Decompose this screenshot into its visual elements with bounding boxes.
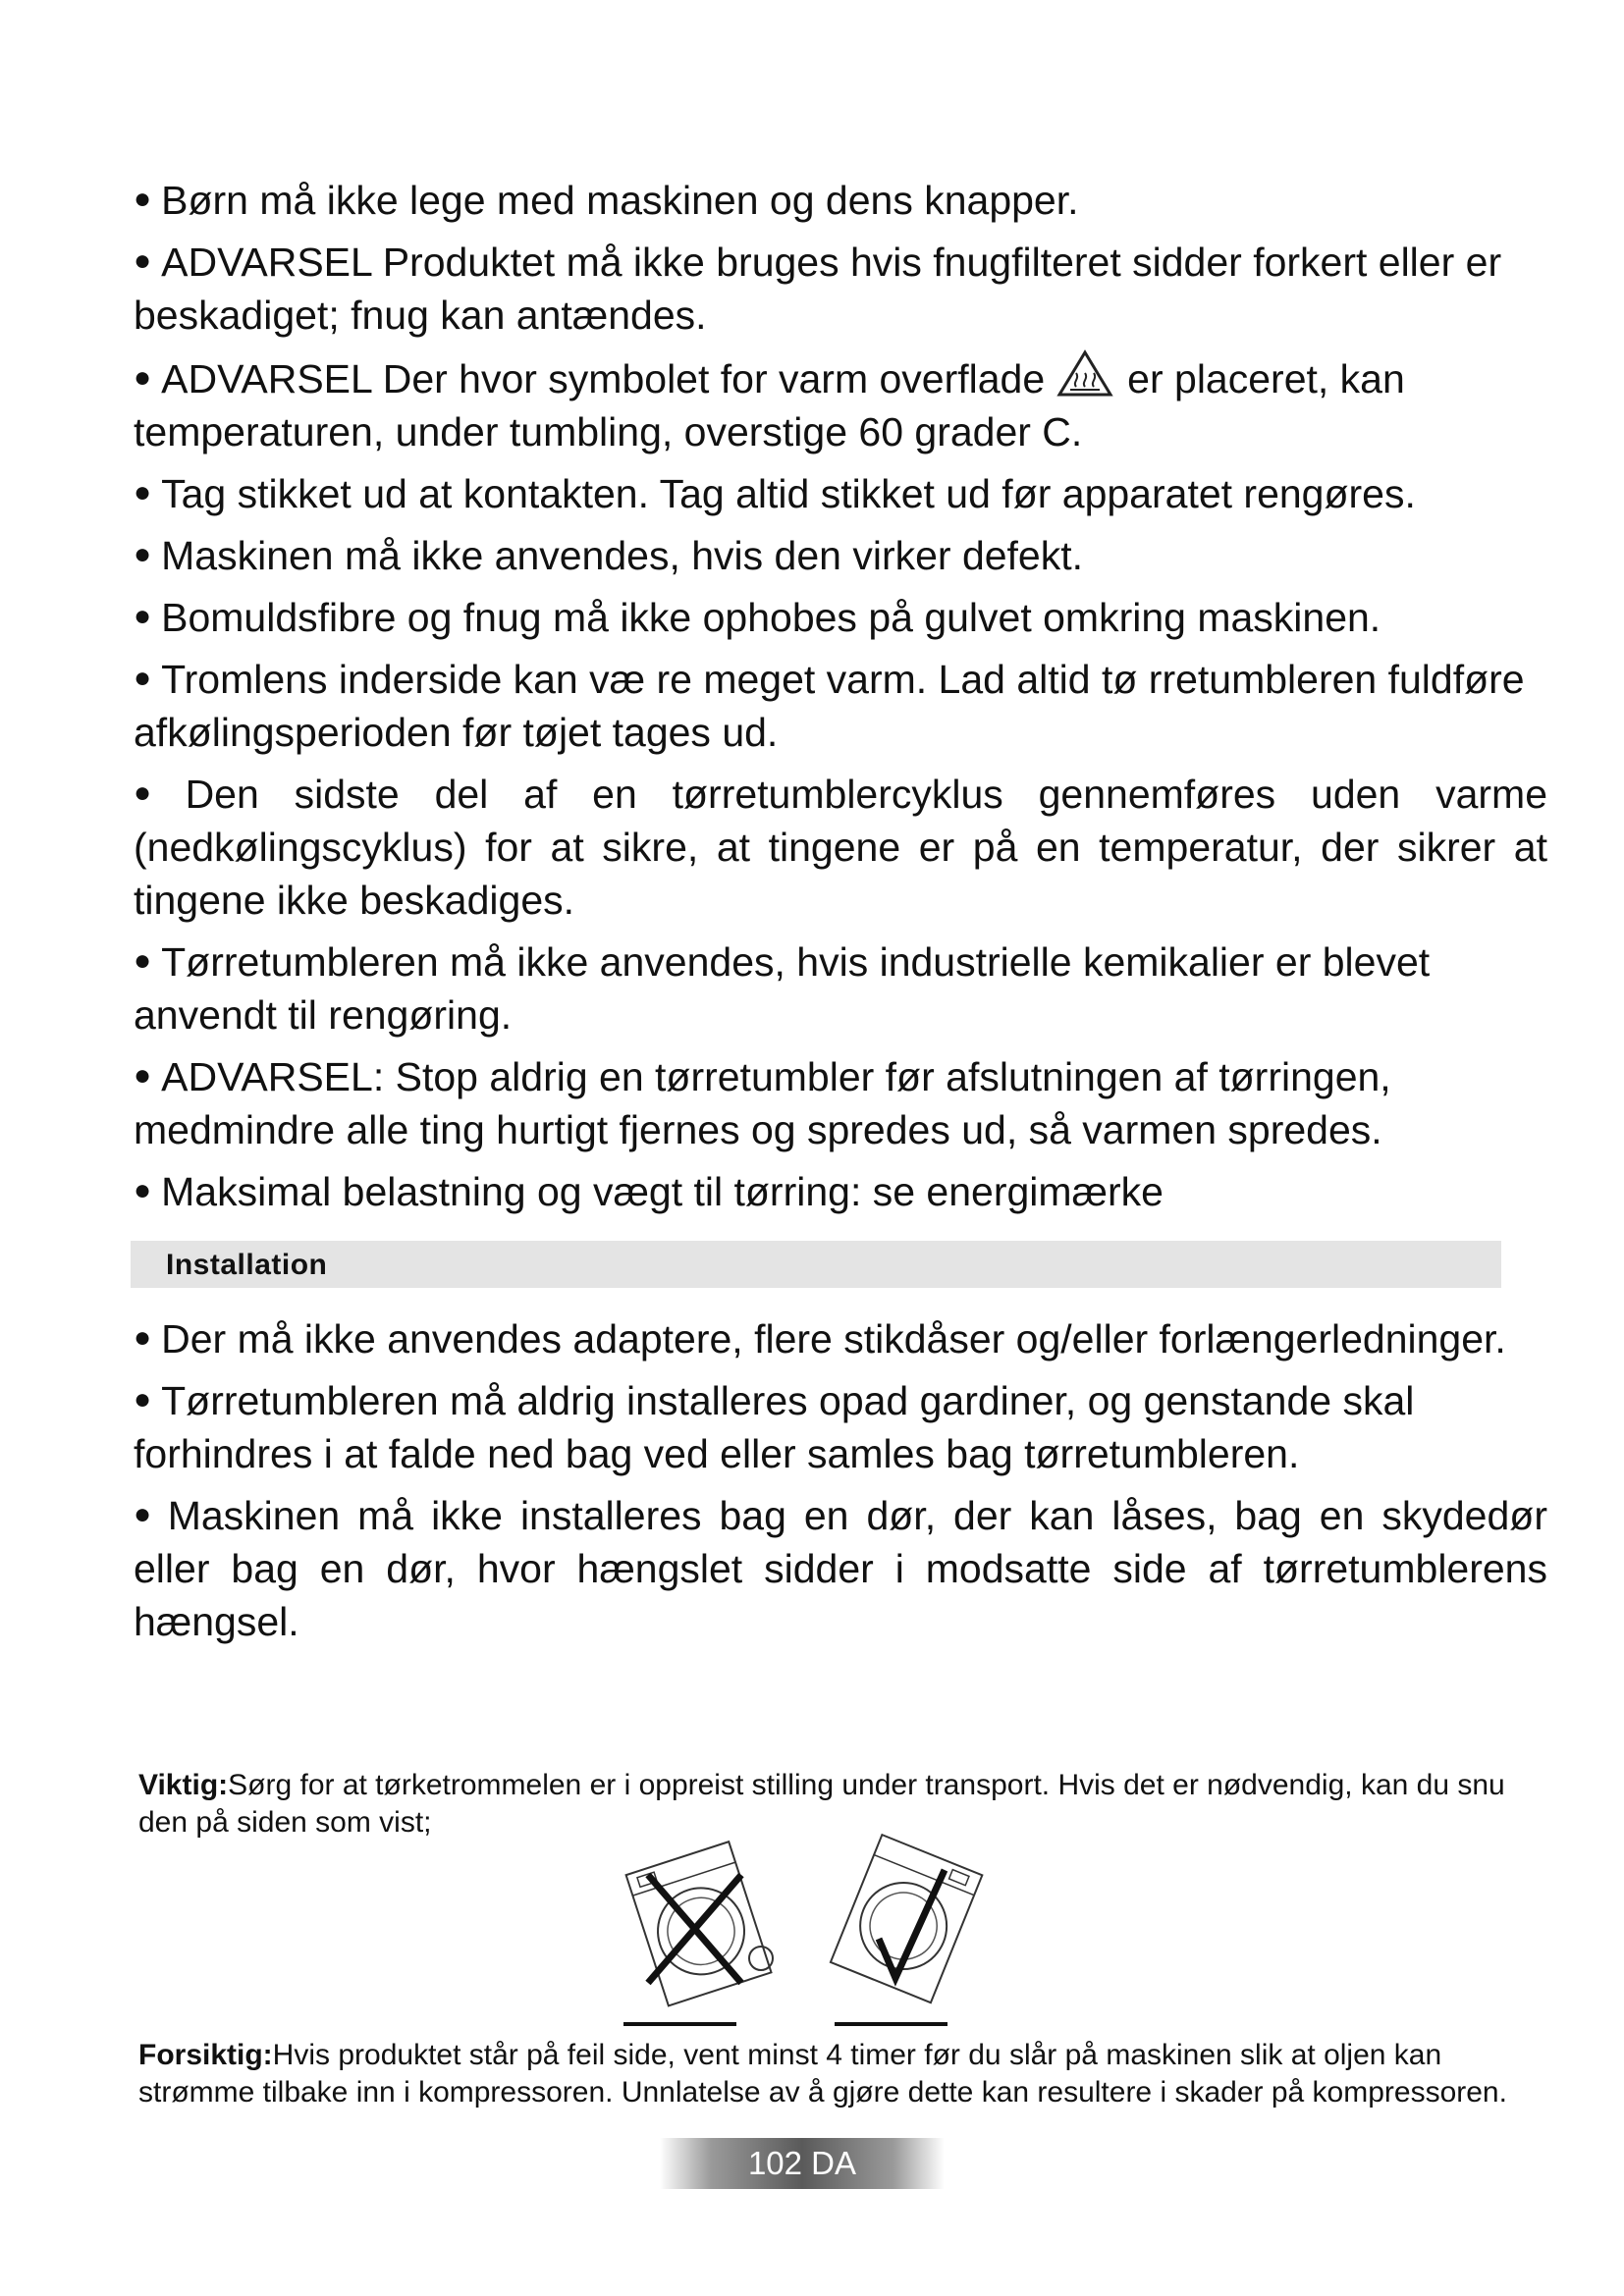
page-number: 102 DA xyxy=(660,2138,945,2189)
bullet-item: ● Maksimal belastning og vægt til tørring: se energimærke xyxy=(134,1169,1164,1214)
installation-bullet-list xyxy=(134,1311,1547,1656)
bullet-item: ● Bomuldsfibre og fnug må ikke ophobes på gulvet omkring maskinen. xyxy=(134,595,1381,640)
safety-bullet-list xyxy=(134,173,1547,1226)
hot-surface-warning-icon xyxy=(1056,349,1113,399)
bullet-item: ● Maskinen må ikke installeres bag en dør, der kan låses, bag en skydedør eller bag en dør, hvor hængslet sidder i modsatte side af tørretumblerens hængsel. xyxy=(134,1493,1547,1644)
forsiktig-label: Forsiktig: xyxy=(138,2039,273,2071)
bullet-item: ● Den sidste del af en tørretumblercyklus gennemføres uden varme (nedkølingscyklus) for at sikre, at tingene er på en temperatur, der sikrer at tingene ikke beskadiges. xyxy=(134,772,1547,923)
bullet-item: ● Tromlens inderside kan væ re meget varm. Lad altid tø rretumbleren fuldføre afkølingsperioden før tøjet tages ud. xyxy=(134,657,1525,755)
bullet-item: ● Tørretumbleren må aldrig installeres opad gardiner, og genstande skal forhindres i at falde ned bag ved eller samles bag tørretumbleren. xyxy=(134,1378,1415,1476)
bullet-item: ● Maskinen må ikke anvendes, hvis den virker defekt. xyxy=(134,533,1084,578)
viktig-text: Sørg for at tørketrommelen er i oppreist stilling under transport. Hvis det er nødvendig, kan du snu den på siden som vist; xyxy=(138,1769,1505,1839)
bullet-item: ● Der må ikke anvendes adaptere, flere stikdåser og/eller forlængerledninger. xyxy=(134,1316,1506,1362)
dryer-correct-orientation-icon xyxy=(831,1835,982,2024)
forsiktig-text: Hvis produktet står på feil side, vent minst 4 timer før du slår på maskinen slik at oljen kan strømme tilbake inn i kompressoren. Unnlatelse av å gjøre dette kan resultere i skader på kompressoren. xyxy=(138,2039,1507,2109)
bullet-item: ● Tag stikket ud at kontakten. Tag altid stikket ud før apparatet rengøres. xyxy=(134,471,1416,516)
bullet-item: ● Børn må ikke lege med maskinen og dens knapper. xyxy=(134,178,1079,223)
installation-section-header xyxy=(131,1241,1501,1288)
bullet-item: ● ADVARSEL: Stop aldrig en tørretumbler før afslutningen af tørringen, medmindre alle ting hurtigt fjernes og spredes ud, så varmen spredes. xyxy=(134,1054,1391,1152)
viktig-label: Viktig: xyxy=(138,1769,229,1801)
bullet-item: ● Tørretumbleren må ikke anvendes, hvis industrielle kemikalier er blevet anvendt til rengøring. xyxy=(134,939,1431,1038)
forsiktig-note xyxy=(138,2037,1513,2111)
section-title: Installation xyxy=(166,1249,328,1281)
dryer-wrong-orientation-icon xyxy=(623,1842,773,2024)
transport-orientation-figure xyxy=(589,1816,1041,2032)
bullet-item: ● ADVARSEL Der hvor symbolet for varm overflade er placeret, kan temperaturen, under tumbling, overstige 60 grader C. xyxy=(134,349,1547,458)
bullet-item: ● ADVARSEL Produktet må ikke bruges hvis fnugfilteret sidder forkert eller er beskadiget; fnug kan antændes. xyxy=(134,240,1502,338)
